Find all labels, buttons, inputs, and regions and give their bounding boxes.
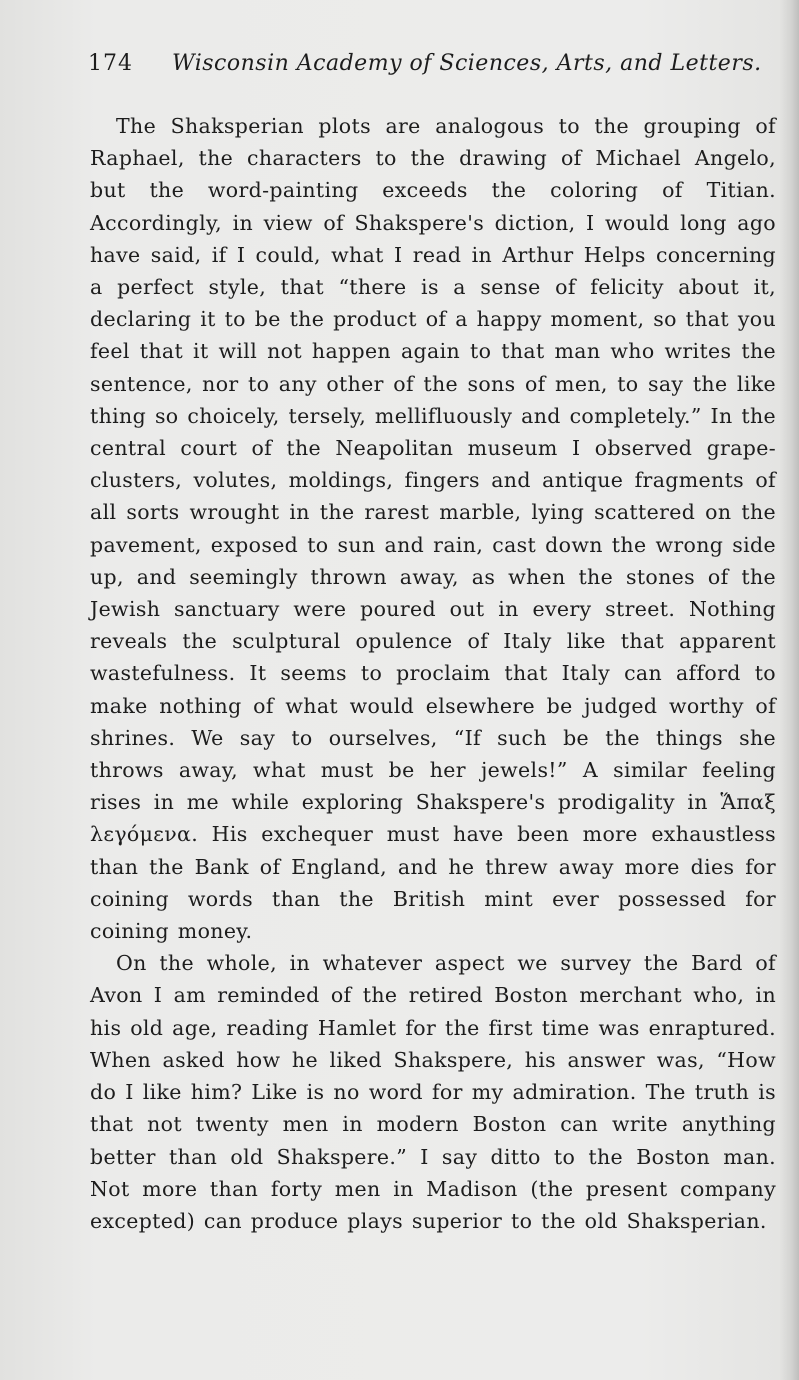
running-title: Wisconsin Academy of Sciences, Arts, and Letters. <box>172 51 762 76</box>
paragraph-shaksperian-plots: The Shaksperian plots are analogous to the grouping of Raphael, the characters to the drawing of Michael Angelo, but the word-painting exceeds the coloring of Titian. Accordingly, in view of Shakspere's diction, I would long ago have said, if I could, what I read in Arthur Helps concerning a perfect style, that “there is a sense of felicity about it, declaring it to be the product of a happy moment, so that you feel that it will not happen again to that man who writes the sentence, nor to any other of the sons of men, to say the like thing so choicely, tersely, mellifluously and completely.” In the central court of the Neapolitan museum I observed grape-clusters, volutes, moldings, fingers and antique fragments of all sorts wrought in the rarest marble, lying scattered on the pavement, exposed to sun and rain, cast down the wrong side up, and seemingly thrown away, as when the stones of the Jewish sanctuary were poured out in every street. Nothing reveals the sculptural opulence of Italy like that apparent wastefulness. It seems to proclaim that Italy can afford to make nothing of what would elsewhere be judged worthy of shrines. We say to ourselves, “If such be the things she throws away, what must be her jewels!” A similar feeling rises in me while exploring Shakspere's prodigality in Ἅπαξ λεγόμενα. His exchequer must have been more exhaustless than the Bank of England, and he threw away more dies for coining words than the British mint ever possessed for coining money. <box>90 114 777 944</box>
page-edge-shadow <box>779 0 799 1380</box>
running-header <box>88 46 762 82</box>
page-number: 174 <box>88 51 133 76</box>
body-text <box>90 110 776 1237</box>
paragraph-bard-of-avon: On the whole, in whatever aspect we survey the Bard of Avon I am reminded of the retired Boston merchant who, in his old age, reading Hamlet for the first time was enraptured. When asked how he liked Shakspere, his answer was, “How do I like him? Like is no word for my admiration. The truth is that not twenty men in modern Boston can write anything better than old Shakspere.” I say ditto to the Boston man. Not more than forty men in Madison (the present company excepted) can produce plays superior to the old Shaksperian. <box>90 951 776 1233</box>
